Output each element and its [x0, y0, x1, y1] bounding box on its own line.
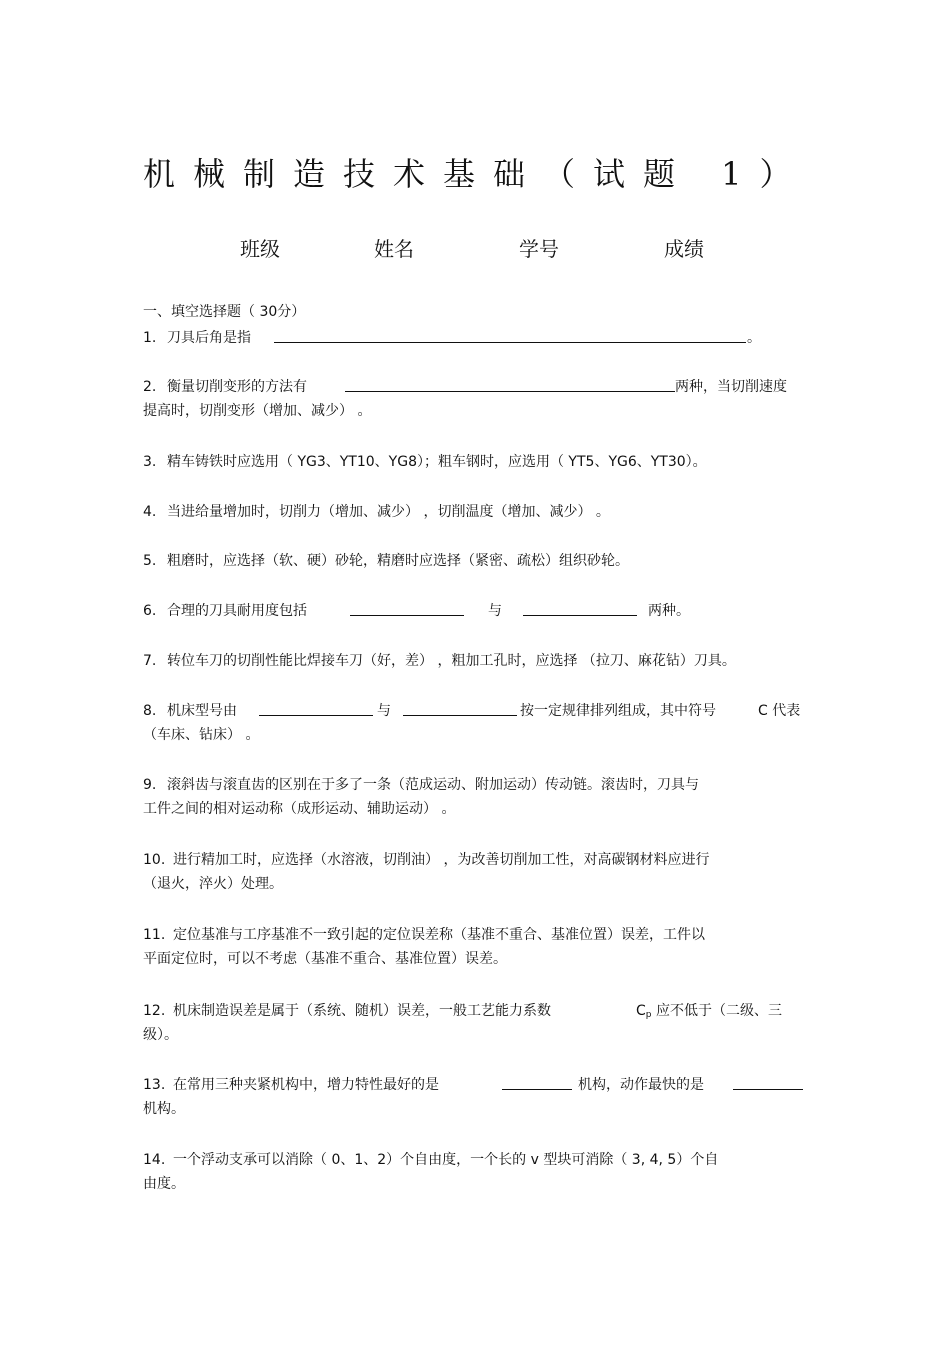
- question-text: 粗磨时，应选择（软、硬）砂轮，精磨时应选择（紧密、疏松）组织砂轮。: [167, 553, 629, 569]
- question-mid: 与: [377, 703, 391, 719]
- question-text: 滚斜齿与滚直齿的区别在于多了一条（范成运动、附加运动）传动链。滚齿时，刀具与: [167, 777, 699, 793]
- question-text: 当进给量增加时，切削力（增加、减少） ，切削温度（增加、减少） 。: [167, 504, 610, 520]
- exam-title: 机械制造技术基础（试题 1）: [143, 155, 810, 193]
- question-text: 定位基准与工序基准不一致引起的定位误差称（基准不重合、基准位置）误差，工件以: [173, 927, 705, 943]
- question-2: [143, 375, 808, 423]
- question-number: 7.: [143, 653, 157, 669]
- question-continuation: 由度。: [143, 1176, 185, 1192]
- name-label: 姓名: [374, 237, 414, 261]
- question-number: 10.: [143, 852, 166, 868]
- question-12: [143, 999, 808, 1047]
- question-continuation: （退火，淬火）处理。: [143, 876, 283, 892]
- student-id-label: 学号: [519, 237, 559, 261]
- question-number: 11.: [143, 927, 166, 943]
- question-text: 机床制造误差是属于（系统、随机）误差，一般工艺能力系数: [173, 1003, 551, 1019]
- question-continuation: 工件之间的相对运动称（成形运动、辅助运动） 。: [143, 801, 456, 817]
- question-tail: 两种，当切削速度: [675, 379, 787, 395]
- question-text: 刀具后角是指: [167, 330, 251, 346]
- question-end: 。: [747, 330, 761, 346]
- answer-blank[interactable]: [403, 699, 517, 716]
- question-number: 6.: [143, 603, 157, 619]
- question-tail: C 代表: [758, 703, 801, 719]
- question-number: 4.: [143, 504, 157, 520]
- question-tail: 两种。: [648, 603, 690, 619]
- question-10: [143, 848, 808, 896]
- question-text: 一个浮动支承可以消除（ 0、1、2）个自由度，一个长的 v 型块可消除（ 3, 4, 5）个自: [173, 1152, 719, 1168]
- question-number: 5.: [143, 553, 157, 569]
- question-7: [143, 649, 808, 673]
- question-tail: 按一定规律排列组成，其中符号: [520, 703, 716, 719]
- section-heading: 一、填空选择题（ 30分）: [143, 304, 306, 320]
- question-continuation: 机构。: [143, 1101, 185, 1117]
- question-number: 1.: [143, 330, 157, 346]
- question-number: 2.: [143, 379, 157, 395]
- cp-symbol: $C_p$: [636, 1003, 652, 1020]
- question-3: [143, 450, 808, 474]
- question-number: 8.: [143, 703, 157, 719]
- question-5: [143, 549, 808, 573]
- question-continuation: 平面定位时，可以不考虑（基准不重合、基准位置）误差。: [143, 951, 507, 967]
- question-text: 机床型号由: [167, 703, 237, 719]
- answer-blank[interactable]: [502, 1073, 572, 1090]
- question-11: [143, 923, 808, 971]
- class-label: 班级: [240, 237, 280, 261]
- question-number: 3.: [143, 454, 157, 470]
- score-label: 成绩: [664, 237, 704, 261]
- question-mid: 与: [488, 603, 502, 619]
- answer-blank[interactable]: [259, 699, 373, 716]
- question-number: 12.: [143, 1003, 166, 1019]
- question-continuation: 级）。: [143, 1027, 178, 1043]
- answer-blank[interactable]: [350, 599, 464, 616]
- question-continuation: 提高时，切削变形（增加、减少） 。: [143, 403, 372, 419]
- question-text: 合理的刀具耐用度包括: [167, 603, 307, 619]
- answer-blank[interactable]: [274, 326, 746, 343]
- question-14: [143, 1148, 808, 1196]
- question-tail: 应不低于（二级、三: [656, 1003, 782, 1019]
- question-13: [143, 1073, 808, 1121]
- question-text: 衡量切削变形的方法有: [167, 379, 307, 395]
- question-continuation: （车床、钻床） 。: [143, 727, 260, 743]
- question-number: 9.: [143, 777, 157, 793]
- question-text: 进行精加工时，应选择（水溶液，切削油） ，为改善切削加工性，对高碳钢材料应进行: [173, 852, 710, 868]
- question-9: [143, 773, 808, 821]
- answer-blank[interactable]: [523, 599, 637, 616]
- question-6: [143, 599, 808, 623]
- question-text: 在常用三种夹紧机构中，增力特性最好的是: [173, 1077, 439, 1093]
- question-text: 转位车刀的切削性能比焊接车刀（好，差） ，粗加工孔时，应选择 （拉刀、麻花钻）刀具。: [167, 653, 736, 669]
- question-4: [143, 500, 808, 524]
- question-number: 13.: [143, 1077, 166, 1093]
- answer-blank[interactable]: [345, 375, 675, 392]
- question-mid: 机构，动作最快的是: [578, 1077, 704, 1093]
- question-number: 14.: [143, 1152, 166, 1168]
- question-8: [143, 699, 808, 747]
- question-text: 精车铸铁时应选用（ YG3、YT10、YG8）；粗车钢时，应选用（ YT5、YG6、YT30）。: [167, 454, 707, 470]
- question-1: [143, 326, 808, 350]
- answer-blank[interactable]: [733, 1073, 803, 1090]
